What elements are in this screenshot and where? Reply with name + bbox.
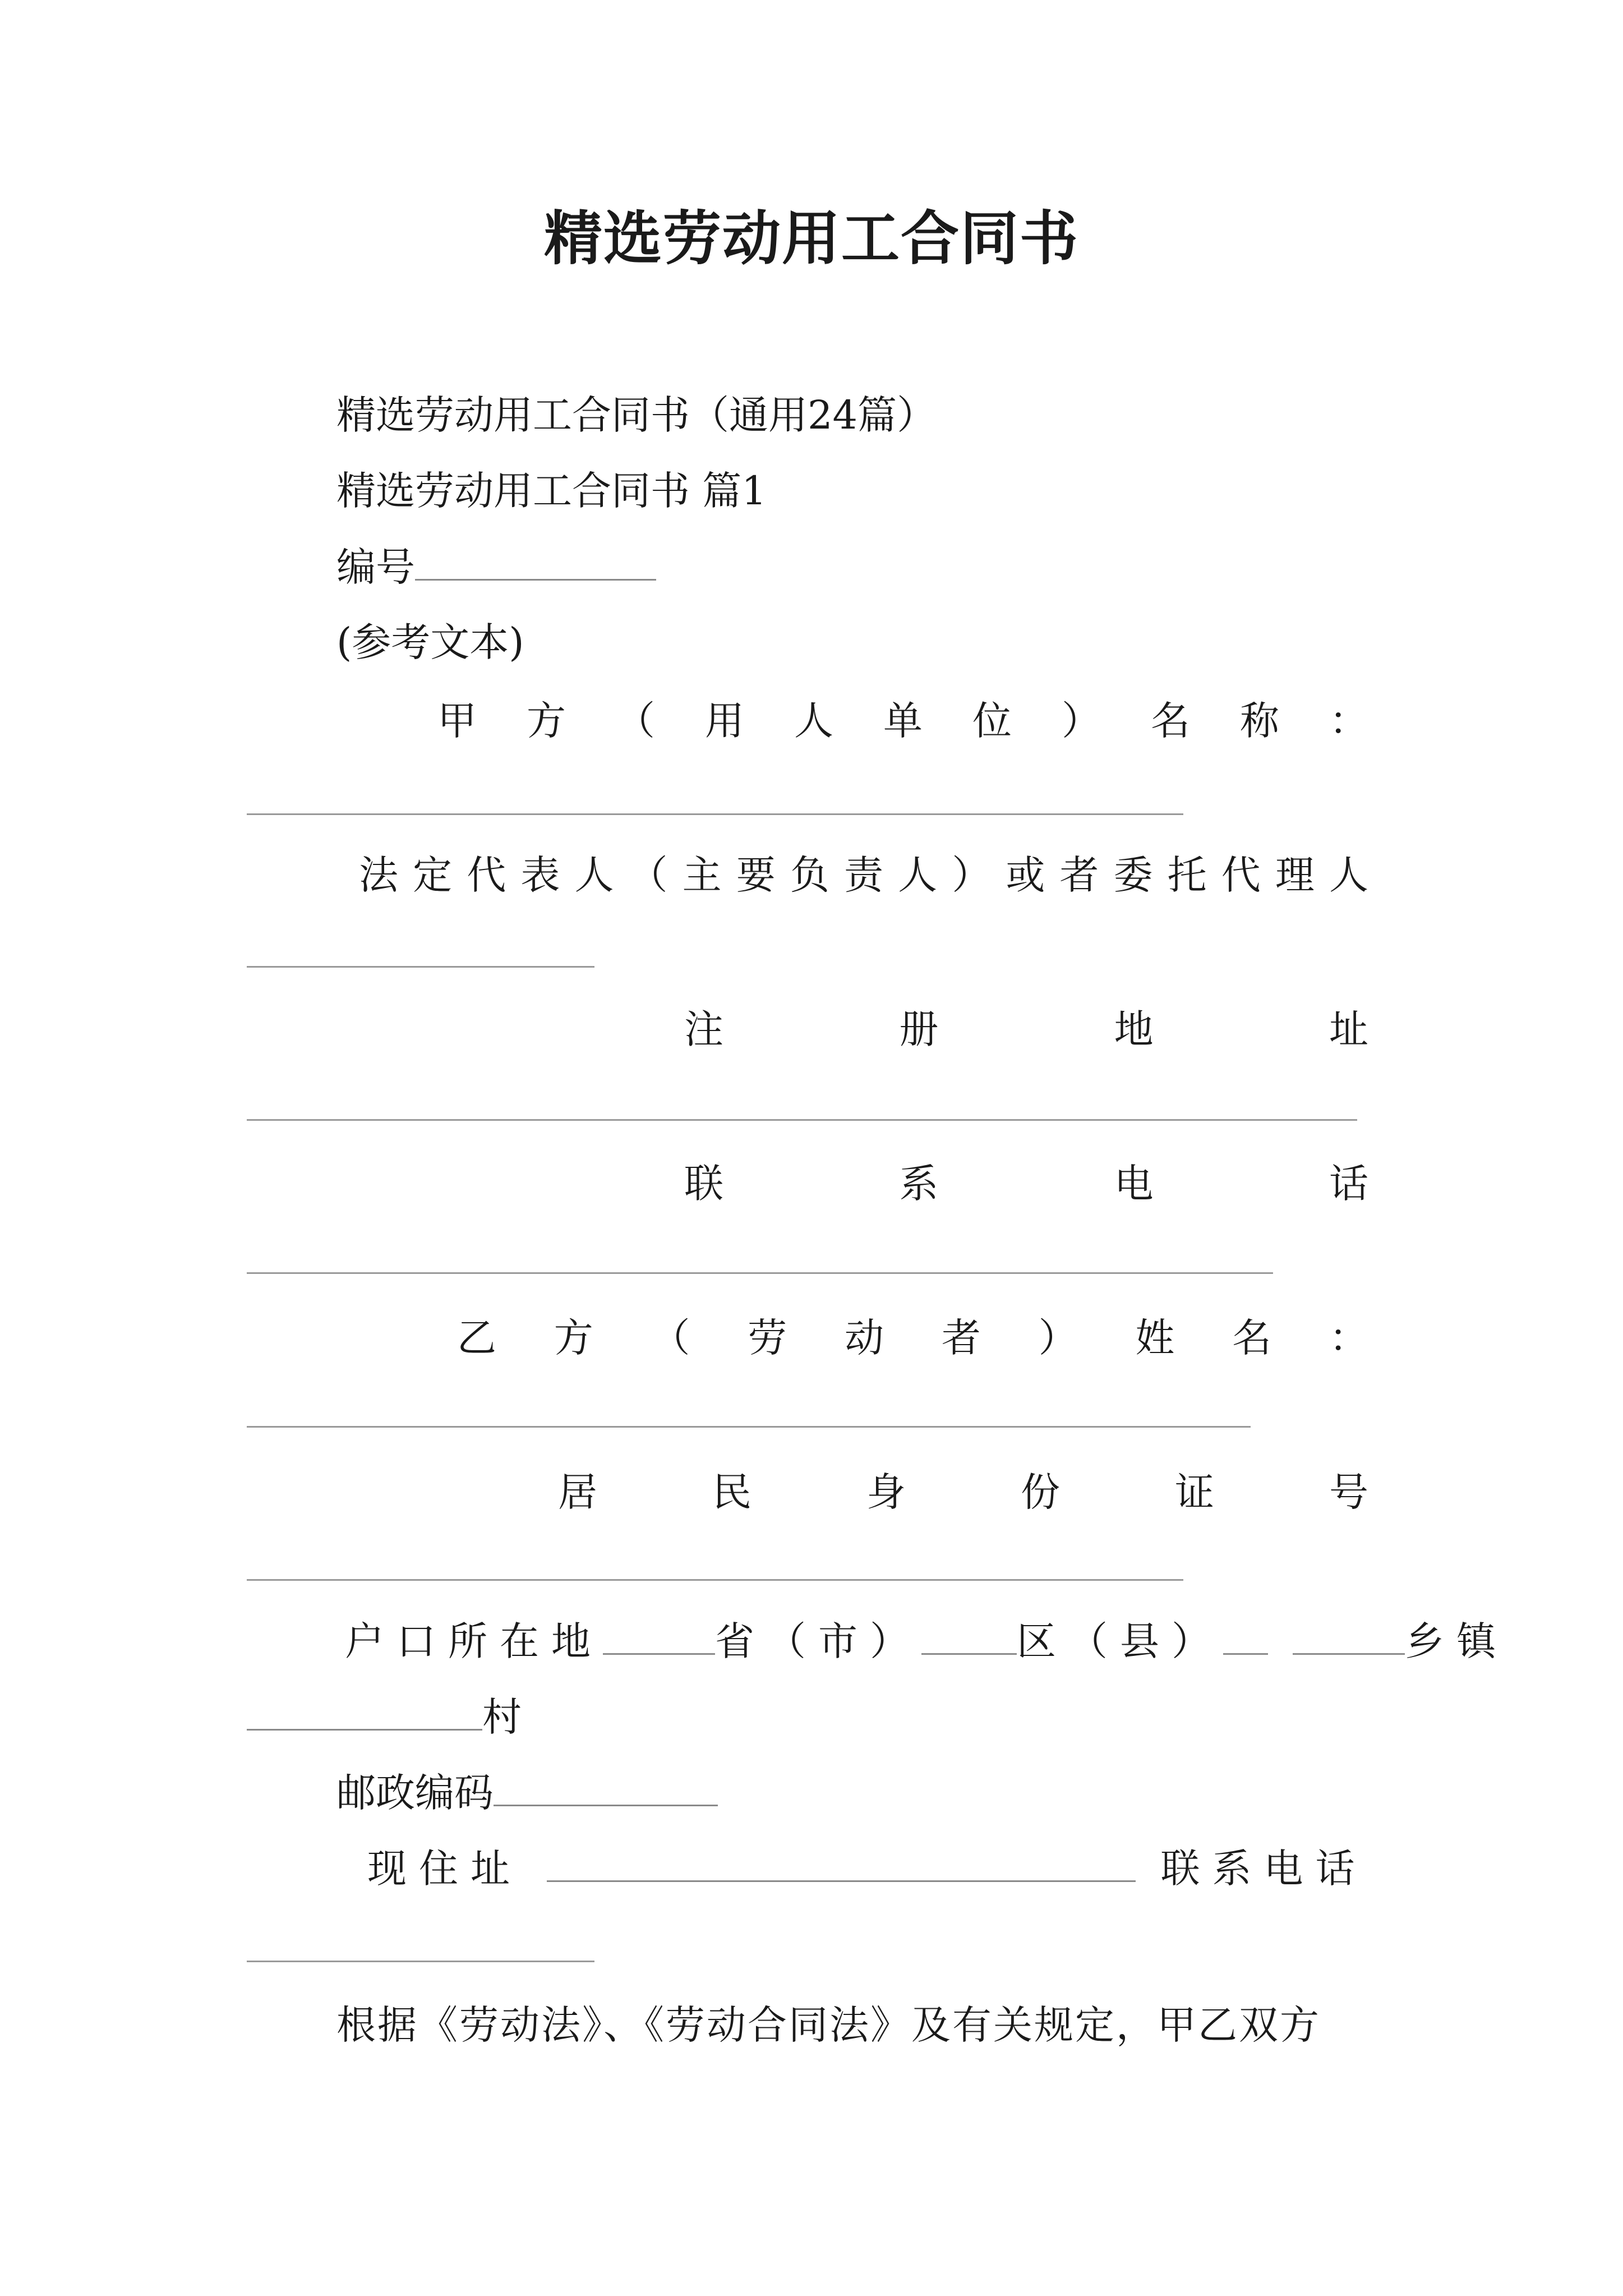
id-number-label-char: 身 bbox=[866, 1469, 906, 1515]
current-address-label: 现住址 bbox=[367, 1846, 522, 1892]
hukou-village-label: 村 bbox=[482, 1694, 522, 1740]
id-number-label-char: 份 bbox=[1021, 1469, 1060, 1515]
contract-number-blank[interactable] bbox=[415, 539, 656, 581]
article-heading: 精选劳动用工合同书 篇1 bbox=[336, 468, 767, 514]
registered-address-label-char: 注 bbox=[684, 1006, 723, 1052]
legal-rep-label-char: 理 bbox=[1275, 852, 1315, 898]
phone-label-a-char: 系 bbox=[899, 1161, 939, 1207]
party-b-name-label-char: 者 bbox=[941, 1315, 981, 1361]
legal-rep-label-char: 或 bbox=[1006, 852, 1045, 898]
legal-rep-label-char: 人 bbox=[574, 852, 614, 898]
party-a-name-label bbox=[437, 693, 1368, 749]
party-a-name-label-char: 方 bbox=[527, 698, 566, 744]
party-b-phone-blank[interactable] bbox=[247, 1961, 594, 1962]
current-address-row bbox=[367, 1840, 1367, 1897]
party-a-name-label-char: ） bbox=[1062, 698, 1101, 744]
id-number-label-char: 民 bbox=[712, 1469, 751, 1515]
party-b-name-label-char: 方 bbox=[554, 1315, 593, 1361]
party-a-phone-blank[interactable] bbox=[247, 1272, 1273, 1274]
id-number-label-char: 证 bbox=[1175, 1469, 1214, 1515]
reference-note: (参考文本) bbox=[336, 619, 524, 665]
legal-rep-label-char: 主 bbox=[682, 852, 722, 898]
party-b-name-label-char: 动 bbox=[845, 1315, 884, 1361]
id-number-label bbox=[558, 1464, 1368, 1520]
party-a-name-label-char: 位 bbox=[972, 698, 1012, 744]
hukou-county-blank[interactable] bbox=[1223, 1613, 1268, 1655]
hukou-village-blank[interactable] bbox=[247, 1688, 482, 1731]
phone-label-a-char: 电 bbox=[1114, 1161, 1154, 1207]
hukou-label: 户口所在地 bbox=[345, 1618, 603, 1664]
phone-label-a-char: 话 bbox=[1329, 1161, 1368, 1207]
party-a-name-label-char: 名 bbox=[1151, 698, 1190, 744]
hukou-township-label: 乡镇 bbox=[1405, 1618, 1509, 1664]
party-a-name-label-char: 单 bbox=[883, 698, 923, 744]
legal-rep-label-char: 责 bbox=[843, 852, 883, 898]
legal-rep-label-char: 托 bbox=[1167, 852, 1207, 898]
hukou-province-blank[interactable] bbox=[603, 1613, 715, 1655]
registered-address-label-char: 址 bbox=[1329, 1006, 1368, 1052]
hukou-province-label: 省（市） bbox=[715, 1618, 921, 1664]
party-b-name-label-char: ： bbox=[1329, 1315, 1368, 1361]
postal-code-label: 邮政编码 bbox=[336, 1770, 494, 1816]
legal-representative-blank[interactable] bbox=[247, 966, 594, 968]
party-b-name-label-char: （ bbox=[651, 1315, 690, 1361]
legal-rep-label-char: 代 bbox=[467, 852, 506, 898]
hukou-row bbox=[345, 1613, 1508, 1669]
party-a-name-label-char: 称 bbox=[1240, 698, 1279, 744]
registered-address-blank[interactable] bbox=[247, 1119, 1357, 1121]
registered-address-label bbox=[684, 1001, 1368, 1057]
legal-representative-label bbox=[359, 847, 1368, 903]
party-b-name-label-char: ） bbox=[1038, 1315, 1078, 1361]
party-b-name-label-char: 名 bbox=[1232, 1315, 1272, 1361]
legal-rep-label-char: ） bbox=[952, 852, 992, 898]
document-title: 精选劳动用工合同书 bbox=[543, 204, 1079, 273]
legal-rep-label-char: 法 bbox=[359, 852, 398, 898]
phone-label-a-char: 联 bbox=[684, 1161, 723, 1207]
registered-address-label-char: 地 bbox=[1114, 1006, 1154, 1052]
id-number-blank[interactable] bbox=[247, 1579, 1183, 1581]
legal-rep-label-char: 要 bbox=[736, 852, 776, 898]
legal-rep-label-char: 定 bbox=[413, 852, 453, 898]
party-b-name-label bbox=[457, 1310, 1368, 1366]
party-a-name-label-char: 甲 bbox=[437, 698, 477, 744]
party-b-phone-label: 联系电话 bbox=[1160, 1846, 1367, 1892]
contract-number-row bbox=[336, 539, 656, 595]
legal-rep-label-char: 表 bbox=[520, 852, 560, 898]
legal-rep-label-char: 人 bbox=[1329, 852, 1368, 898]
id-number-label-char: 居 bbox=[558, 1469, 597, 1515]
contract-number-label: 编号 bbox=[336, 544, 415, 590]
legal-rep-label-char: 委 bbox=[1113, 852, 1153, 898]
party-b-name-label-char: 乙 bbox=[457, 1315, 496, 1361]
legal-rep-label-char: 者 bbox=[1059, 852, 1099, 898]
document-subtitle: 精选劳动用工合同书（通用24篇） bbox=[336, 392, 937, 438]
current-address-blank[interactable] bbox=[547, 1840, 1136, 1882]
legal-basis-text: 根据《劳动法》、《劳动合同法》及有关规定，甲乙双方 bbox=[336, 2002, 1321, 2048]
party-a-name-label-char: （ bbox=[616, 698, 655, 744]
postal-code-blank[interactable] bbox=[494, 1764, 718, 1806]
party-b-name-label-char: 姓 bbox=[1135, 1315, 1175, 1361]
party-b-name-label-char: 劳 bbox=[748, 1315, 787, 1361]
legal-rep-label-char: 代 bbox=[1221, 852, 1261, 898]
hukou-village-row bbox=[247, 1688, 522, 1745]
legal-rep-label-char: 人 bbox=[898, 852, 938, 898]
postal-code-row bbox=[336, 1764, 718, 1821]
hukou-township-blank[interactable] bbox=[1293, 1613, 1405, 1655]
party-a-name-label-char: 用 bbox=[705, 698, 744, 744]
party-a-name-blank[interactable] bbox=[247, 813, 1183, 815]
party-a-name-label-char: 人 bbox=[794, 698, 833, 744]
hukou-district-label: 区（县） bbox=[1017, 1618, 1223, 1664]
registered-address-label-char: 册 bbox=[899, 1006, 939, 1052]
party-a-phone-label bbox=[684, 1156, 1368, 1212]
legal-rep-label-char: 负 bbox=[790, 852, 829, 898]
party-b-name-blank[interactable] bbox=[247, 1426, 1251, 1428]
hukou-district-blank[interactable] bbox=[921, 1613, 1017, 1655]
party-a-name-label-char: ： bbox=[1329, 698, 1368, 744]
id-number-label-char: 号 bbox=[1329, 1469, 1368, 1515]
legal-rep-label-char: （ bbox=[628, 852, 668, 898]
